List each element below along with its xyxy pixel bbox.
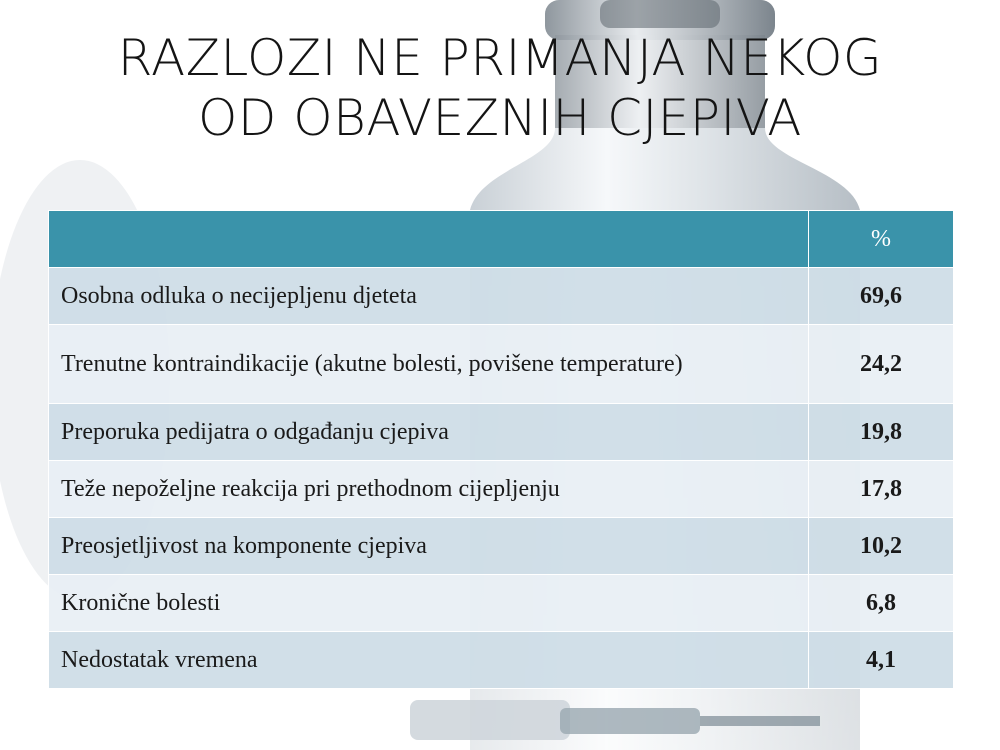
reason-cell: Preporuka pedijatra o odgađanju cjepiva (49, 404, 809, 461)
percent-cell: 24,2 (809, 325, 954, 404)
reasons-table (48, 210, 954, 689)
reason-cell: Preosjetljivost na komponente cjepiva (49, 518, 809, 575)
header-percent: % (809, 211, 954, 268)
percent-cell: 19,8 (809, 404, 954, 461)
percent-cell: 4,1 (809, 632, 954, 689)
table-row (49, 575, 954, 632)
slide-title (0, 28, 1000, 148)
table-row (49, 404, 954, 461)
percent-cell: 10,2 (809, 518, 954, 575)
table-row (49, 518, 954, 575)
percent-cell: 17,8 (809, 461, 954, 518)
percent-cell: 69,6 (809, 268, 954, 325)
reason-cell: Osobna odluka o necijepljenu djeteta (49, 268, 809, 325)
slide-title-line-1: RAZLOZI NE PRIMANJA NEKOG (117, 29, 883, 87)
header-reason (49, 211, 809, 268)
reason-cell: Nedostatak vremena (49, 632, 809, 689)
table-row (49, 632, 954, 689)
table-row (49, 325, 954, 404)
reason-cell: Teže nepoželjne reakcija pri prethodnom cijepljenju (49, 461, 809, 518)
percent-cell: 6,8 (809, 575, 954, 632)
table-header-row (49, 211, 954, 268)
reason-cell: Kronične bolesti (49, 575, 809, 632)
slide-title-line-2: OD OBAVEZNIH CJEPIVA (198, 89, 802, 147)
reason-cell: Trenutne kontraindikacije (akutne bolesti, povišene temperature) (49, 325, 809, 404)
table-row (49, 268, 954, 325)
table-row (49, 461, 954, 518)
